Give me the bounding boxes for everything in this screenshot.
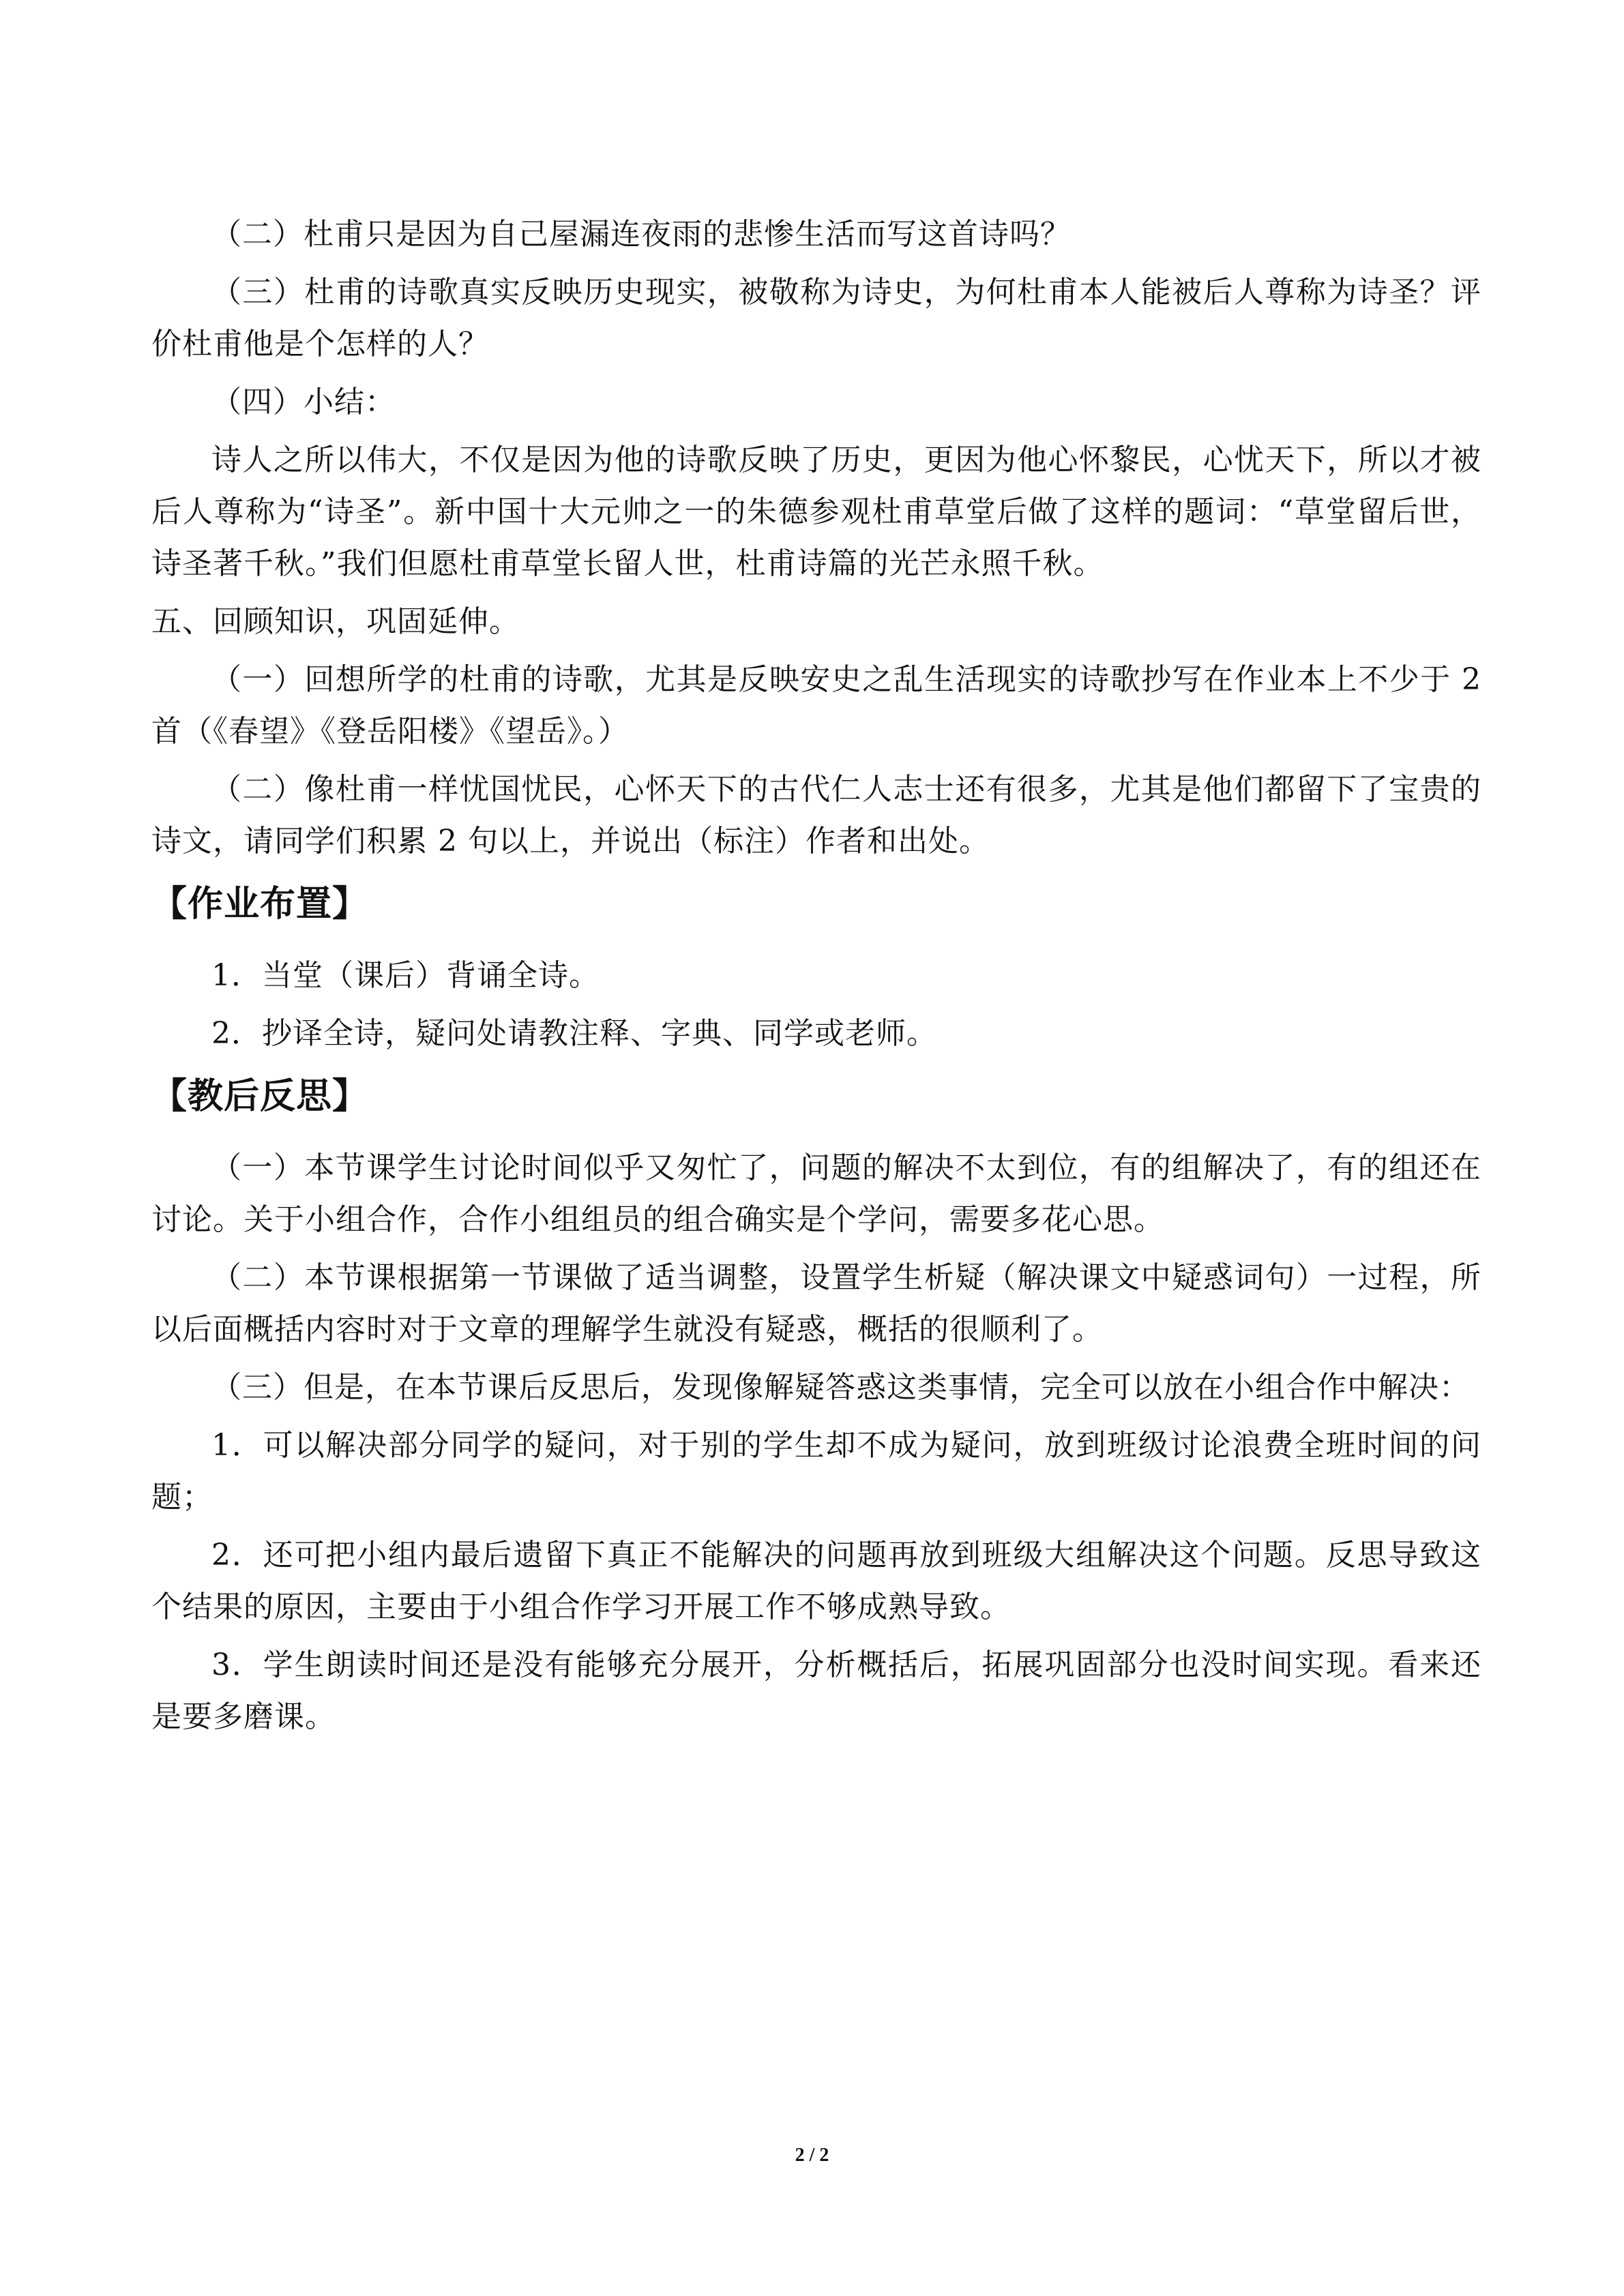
paragraph-question-three: （三）杜甫的诗歌真实反映历史现实，被敬称为诗史，为何杜甫本人能被后人尊称为诗圣？评价杜甫他是个怎样的人？ [151,275,1481,361]
paragraph-question-two: （二）杜甫只是因为自己屋漏连夜雨的悲惨生活而写这首诗吗？ [211,217,1071,252]
reflection-heading: 【教后反思】 [151,1076,369,1117]
homework-heading: 【作业布置】 [151,884,369,925]
page-number: 2 / 2 [795,2145,829,2166]
reflection-paragraph-three: （三）但是，在本节课后反思后，发现像解疑答惑这类事情，完全可以放在小组合作中解决： [211,1370,1470,1405]
paragraph-review-two: （二）像杜甫一样忧国忧民，心怀天下的古代仁人志士还有很多，尤其是他们都留下了宝贵的诗文，请同学们积累 2 句以上，并说出（标注）作者和出处。 [151,772,1481,859]
homework-item: 1．当堂（课后）背诵全诗。 [211,958,600,993]
section-five-title: 五、回顾知识，巩固延伸。 [151,604,520,639]
paragraph-summary-label: （四）小结： [211,385,396,419]
reflection-paragraph-one: （一）本节课学生讨论时间似乎又匆忙了，问题的解决不太到位，有的组解决了，有的组还在讨论。关于小组合作，合作小组组员的组合确实是个学问，需要多花心思。 [151,1150,1481,1237]
page-content [151,209,1481,1749]
reflection-item: 3．学生朗读时间还是没有能够充分展开，分析概括后，拓展巩固部分也没时间实现。看来还是要多磨课。 [151,1648,1481,1734]
homework-item: 2．抄译全诗，疑问处请教注释、字典、同学或老师。 [211,1016,937,1051]
reflection-item: 2．还可把小组内最后遗留下真正不能解决的问题再放到班级大组解决这个问题。反思导致这个结果的原因，主要由于小组合作学习开展工作不够成熟导致。 [151,1538,1481,1624]
paragraph-review-one: （一）回想所学的杜甫的诗歌，尤其是反映安史之乱生活现实的诗歌抄写在作业本上不少于 2 首（《春望》《登岳阳楼》《望岳》。） [151,662,1481,749]
reflection-paragraph-two: （二）本节课根据第一节课做了适当调整，设置学生析疑（解决课文中疑惑词句）一过程，所以后面概括内容时对于文章的理解学生就没有疑惑，概括的很顺利了。 [151,1260,1481,1347]
reflection-item: 1．可以解决部分同学的疑问，对于别的学生却不成为疑问，放到班级讨论浪费全班时间的问题； [151,1428,1481,1515]
paragraph-summary: 诗人之所以伟大，不仅是因为他的诗歌反映了历史，更因为他心怀黎民，心忧天下，所以才被后人尊称为“诗圣”。新中国十大元帅之一的朱德参观杜甫草堂后做了这样的题词：“草堂留后世，诗圣著千秋。”我们但愿杜甫草堂长留人世，杜甫诗篇的光芒永照千秋。 [151,443,1481,581]
